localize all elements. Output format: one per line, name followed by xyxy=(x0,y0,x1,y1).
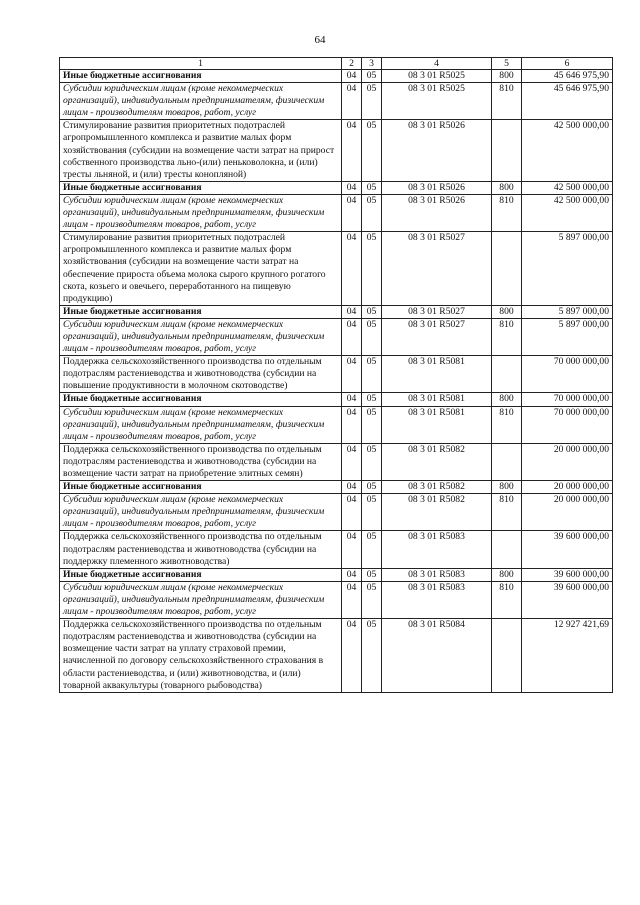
header-col-1: 1 xyxy=(60,58,342,70)
subsection-code-cell: 05 xyxy=(362,393,382,406)
amount-cell: 20 000 000,00 xyxy=(522,443,613,480)
expense-type-cell: 800 xyxy=(492,305,522,318)
amount-cell: 70 000 000,00 xyxy=(522,406,613,443)
section-code-cell: 04 xyxy=(342,194,362,231)
expense-type-cell xyxy=(492,443,522,480)
amount-cell: 39 600 000,00 xyxy=(522,531,613,568)
section-code-cell: 04 xyxy=(342,443,362,480)
target-article-cell: 08 3 01 R5082 xyxy=(382,494,492,531)
amount-cell: 45 646 975,90 xyxy=(522,83,613,120)
table-row xyxy=(60,194,613,231)
subsection-code-cell: 05 xyxy=(362,120,382,181)
expense-type-cell: 800 xyxy=(492,568,522,581)
table-row xyxy=(60,305,613,318)
subsection-code-cell: 05 xyxy=(362,232,382,306)
subsection-code-cell: 05 xyxy=(362,481,382,494)
amount-cell: 20 000 000,00 xyxy=(522,494,613,531)
subsection-code-cell: 05 xyxy=(362,194,382,231)
expense-type-cell: 810 xyxy=(492,406,522,443)
item-name-cell: Субсидии юридическим лицам (кроме некоммерческих организаций), индивидуальным предпринимателям, физическим лицам - производителям товаров, работ, услуг xyxy=(60,318,342,355)
item-name-cell: Субсидии юридическим лицам (кроме некоммерческих организаций), индивидуальным предпринимателям, физическим лицам - производителям товаров, работ, услуг xyxy=(60,194,342,231)
expense-type-cell xyxy=(492,619,522,693)
table-row xyxy=(60,531,613,568)
item-name-cell: Субсидии юридическим лицам (кроме некоммерческих организаций), индивидуальным предпринимателям, физическим лицам - производителям товаров, работ, услуг xyxy=(60,406,342,443)
table-row xyxy=(60,619,613,693)
item-name-cell: Поддержка сельскохозяйственного производства по отдельным подотраслям растениеводства и животноводства (субсидии на возмещение части затрат на уплату страховой премии, начисленной по договору сельскохозяйственного страхования в области растениеводства, и (или) животноводства, и (или) товарной аквакультуры (товарного рыбоводства) xyxy=(60,619,342,693)
item-name-cell: Субсидии юридическим лицам (кроме некоммерческих организаций), индивидуальным предпринимателям, физическим лицам - производителям товаров, работ, услуг xyxy=(60,83,342,120)
expense-type-cell: 800 xyxy=(492,481,522,494)
section-code-cell: 04 xyxy=(342,393,362,406)
subsection-code-cell: 05 xyxy=(362,83,382,120)
table-header-row xyxy=(60,58,613,70)
expense-type-cell: 810 xyxy=(492,194,522,231)
target-article-cell: 08 3 01 R5081 xyxy=(382,393,492,406)
section-code-cell: 04 xyxy=(342,181,362,194)
section-code-cell: 04 xyxy=(342,305,362,318)
subsection-code-cell: 05 xyxy=(362,356,382,393)
item-name-cell: Иные бюджетные ассигнования xyxy=(60,393,342,406)
budget-table xyxy=(59,57,613,693)
subsection-code-cell: 05 xyxy=(362,70,382,83)
item-name-cell: Субсидии юридическим лицам (кроме некоммерческих организаций), индивидуальным предпринимателям, физическим лицам - производителям товаров, работ, услуг xyxy=(60,581,342,618)
amount-cell: 5 897 000,00 xyxy=(522,305,613,318)
section-code-cell: 04 xyxy=(342,581,362,618)
expense-type-cell: 800 xyxy=(492,181,522,194)
target-article-cell: 08 3 01 R5082 xyxy=(382,443,492,480)
target-article-cell: 08 3 01 R5027 xyxy=(382,305,492,318)
target-article-cell: 08 3 01 R5026 xyxy=(382,120,492,181)
item-name-cell: Поддержка сельскохозяйственного производства по отдельным подотраслям растениеводства и животноводства (субсидии на поддержку племенного животноводства) xyxy=(60,531,342,568)
section-code-cell: 04 xyxy=(342,568,362,581)
section-code-cell: 04 xyxy=(342,531,362,568)
table-row xyxy=(60,494,613,531)
table-row xyxy=(60,120,613,181)
table-row xyxy=(60,481,613,494)
amount-cell: 39 600 000,00 xyxy=(522,568,613,581)
section-code-cell: 04 xyxy=(342,83,362,120)
amount-cell: 39 600 000,00 xyxy=(522,581,613,618)
target-article-cell: 08 3 01 R5025 xyxy=(382,83,492,120)
target-article-cell: 08 3 01 R5083 xyxy=(382,568,492,581)
subsection-code-cell: 05 xyxy=(362,494,382,531)
amount-cell: 12 927 421,69 xyxy=(522,619,613,693)
target-article-cell: 08 3 01 R5083 xyxy=(382,581,492,618)
table-row xyxy=(60,70,613,83)
expense-type-cell: 800 xyxy=(492,70,522,83)
table-row xyxy=(60,318,613,355)
page-number: 64 xyxy=(314,34,326,46)
table-row xyxy=(60,568,613,581)
section-code-cell: 04 xyxy=(342,481,362,494)
target-article-cell: 08 3 01 R5083 xyxy=(382,531,492,568)
amount-cell: 42 500 000,00 xyxy=(522,194,613,231)
item-name-cell: Стимулирование развития приоритетных подотраслей агропромышленного комплекса и развитие малых форм хозяйствования (субсидии на возмещение части затрат на прирост собственного производства льно-(или) пеньковолокна, и (или) тресты льняной, и (или) тресты конопляной) xyxy=(60,120,342,181)
amount-cell: 45 646 975,90 xyxy=(522,70,613,83)
subsection-code-cell: 05 xyxy=(362,305,382,318)
target-article-cell: 08 3 01 R5027 xyxy=(382,232,492,306)
table-row xyxy=(60,443,613,480)
subsection-code-cell: 05 xyxy=(362,581,382,618)
amount-cell: 5 897 000,00 xyxy=(522,318,613,355)
expense-type-cell: 810 xyxy=(492,83,522,120)
header-col-6: 6 xyxy=(522,58,613,70)
target-article-cell: 08 3 01 R5081 xyxy=(382,356,492,393)
subsection-code-cell: 05 xyxy=(362,443,382,480)
table-row xyxy=(60,181,613,194)
table-row xyxy=(60,581,613,618)
section-code-cell: 04 xyxy=(342,494,362,531)
target-article-cell: 08 3 01 R5027 xyxy=(382,318,492,355)
amount-cell: 42 500 000,00 xyxy=(522,181,613,194)
section-code-cell: 04 xyxy=(342,356,362,393)
item-name-cell: Субсидии юридическим лицам (кроме некоммерческих организаций), индивидуальным предпринимателям, физическим лицам - производителям товаров, работ, услуг xyxy=(60,494,342,531)
target-article-cell: 08 3 01 R5025 xyxy=(382,70,492,83)
header-col-3: 3 xyxy=(362,58,382,70)
section-code-cell: 04 xyxy=(342,70,362,83)
table-row xyxy=(60,406,613,443)
target-article-cell: 08 3 01 R5026 xyxy=(382,194,492,231)
section-code-cell: 04 xyxy=(342,619,362,693)
table-row xyxy=(60,232,613,306)
subsection-code-cell: 05 xyxy=(362,568,382,581)
item-name-cell: Иные бюджетные ассигнования xyxy=(60,70,342,83)
subsection-code-cell: 05 xyxy=(362,181,382,194)
amount-cell: 5 897 000,00 xyxy=(522,232,613,306)
amount-cell: 70 000 000,00 xyxy=(522,393,613,406)
subsection-code-cell: 05 xyxy=(362,318,382,355)
header-col-4: 4 xyxy=(382,58,492,70)
expense-type-cell xyxy=(492,120,522,181)
expense-type-cell: 810 xyxy=(492,494,522,531)
target-article-cell: 08 3 01 R5081 xyxy=(382,406,492,443)
amount-cell: 42 500 000,00 xyxy=(522,120,613,181)
section-code-cell: 04 xyxy=(342,406,362,443)
header-col-5: 5 xyxy=(492,58,522,70)
expense-type-cell: 810 xyxy=(492,581,522,618)
target-article-cell: 08 3 01 R5082 xyxy=(382,481,492,494)
table-row xyxy=(60,356,613,393)
header-col-2: 2 xyxy=(342,58,362,70)
table-row xyxy=(60,83,613,120)
expense-type-cell xyxy=(492,356,522,393)
subsection-code-cell: 05 xyxy=(362,531,382,568)
subsection-code-cell: 05 xyxy=(362,619,382,693)
target-article-cell: 08 3 01 R5084 xyxy=(382,619,492,693)
item-name-cell: Поддержка сельскохозяйственного производства по отдельным подотраслям растениеводства и животноводства (субсидии на повышение продуктивности в молочном скотоводстве) xyxy=(60,356,342,393)
item-name-cell: Поддержка сельскохозяйственного производства по отдельным подотраслям растениеводства и животноводства (субсидии на возмещение части затрат на приобретение элитных семян) xyxy=(60,443,342,480)
table-row xyxy=(60,393,613,406)
subsection-code-cell: 05 xyxy=(362,406,382,443)
expense-type-cell xyxy=(492,232,522,306)
target-article-cell: 08 3 01 R5026 xyxy=(382,181,492,194)
item-name-cell: Иные бюджетные ассигнования xyxy=(60,568,342,581)
amount-cell: 20 000 000,00 xyxy=(522,481,613,494)
section-code-cell: 04 xyxy=(342,120,362,181)
table-body xyxy=(60,70,613,693)
section-code-cell: 04 xyxy=(342,232,362,306)
amount-cell: 70 000 000,00 xyxy=(522,356,613,393)
expense-type-cell: 810 xyxy=(492,318,522,355)
expense-type-cell xyxy=(492,531,522,568)
item-name-cell: Иные бюджетные ассигнования xyxy=(60,305,342,318)
expense-type-cell: 800 xyxy=(492,393,522,406)
section-code-cell: 04 xyxy=(342,318,362,355)
item-name-cell: Иные бюджетные ассигнования xyxy=(60,181,342,194)
item-name-cell: Стимулирование развития приоритетных подотраслей агропромышленного комплекса и развитие малых форм хозяйствования (субсидии на возмещение части затрат на обеспечение прироста объема молока сырого крупного рогатого скота, козьего и овечьего, переработанного на пищевую продукцию) xyxy=(60,232,342,306)
item-name-cell: Иные бюджетные ассигнования xyxy=(60,481,342,494)
